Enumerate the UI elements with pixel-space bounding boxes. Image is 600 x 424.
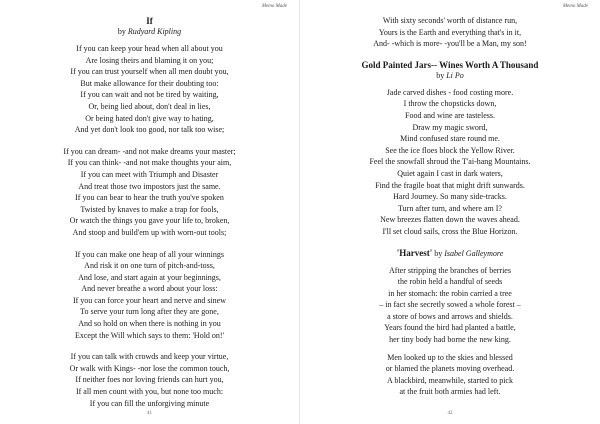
poem-line: Turn after turn, and where am I?	[398, 203, 502, 213]
page-number-right: 42	[447, 411, 453, 416]
stanza-if-continuation	[300, 15, 600, 50]
page-number-left: 41	[147, 411, 152, 416]
byline-by: by	[117, 27, 126, 36]
poem-line: in her stomach: the robin carried a tree	[388, 288, 512, 298]
poem-line: the robin held a handful of seeds	[397, 277, 503, 287]
byline-by: by	[434, 248, 443, 258]
poem-line: Hard Journey. So many side-tracks.	[393, 192, 507, 202]
poem-line: or blamed the planets moving overhead.	[385, 364, 515, 374]
poem-byline-gold-painted-jars	[300, 71, 600, 81]
poem-line: – in fact she secretly sowed a whole forest –	[379, 300, 521, 310]
poem-line: To serve your turn long after they are gone,	[80, 307, 219, 317]
poem-line: Feel the snowfall shroud the T'ai-hang Mountains.	[369, 157, 531, 167]
poem-line: If you can think- -and not make thoughts your aim,	[67, 158, 232, 168]
poem-line: I'll set cloud sails, cross the Blue Horizon.	[382, 226, 518, 236]
poem-line: Except the Will which says to them: 'Hold on!'	[74, 330, 225, 340]
poem-line: And stoop and build'em up with worn-out tools;	[72, 227, 227, 237]
poem-line: Years found the bird had planted a battle,	[384, 323, 516, 333]
poem-title-if: If	[146, 16, 153, 26]
poem-title-harvest: 'Harvest'	[396, 247, 433, 258]
poem-line: If you can dream- -and not make dreams your master;	[63, 146, 236, 156]
poem-line: And treat those two impostors just the same.	[78, 181, 221, 191]
poem-line: If you can talk with crowds and keep your virtue,	[70, 352, 229, 362]
poem-line: If you can meet with Triumph and Disaster	[80, 169, 219, 179]
poem-line: A blackbird, meanwhile, started to pick	[387, 375, 513, 385]
poem-line: If you can trust yourself when all men doubt you,	[70, 67, 229, 77]
poem-line: But make allowance for their doubting too:	[80, 78, 219, 88]
poem-line: If neither foes nor loving friends can hurt you,	[75, 375, 224, 385]
poem-line: Twisted by knaves to make a trap for fools,	[80, 204, 219, 214]
poem-line: Mind confused stare round me.	[400, 134, 500, 144]
poem-line: Or being hated don't give way to hating,	[85, 113, 214, 123]
left-page-content	[0, 16, 299, 409]
running-head-left: Memo Made	[261, 4, 287, 9]
poem-line: If you can wait and not be tired by waiting,	[80, 90, 219, 100]
poem-byline-if	[0, 27, 299, 37]
poem-line: And risk it on one turn of pitch-and-toss,	[84, 261, 215, 271]
poem-line: With sixty seconds' worth of distance run,	[382, 16, 518, 25]
poem-line: If all men count with you, but none too much:	[75, 387, 224, 397]
poem-line: If you can force your heart and nerve and sinew	[72, 295, 227, 305]
stanza-if-4	[0, 351, 299, 409]
poem-line: Or watch the things you gave your life to, broken,	[69, 216, 230, 226]
poem-line: her tiny body had borne the new king.	[389, 335, 511, 345]
byline-by: by	[436, 70, 445, 80]
poem-line: Draw my magic sword,	[412, 122, 488, 132]
poem-line: Yours is the Earth and everything that's in it,	[378, 27, 522, 37]
stanza-harvest-2	[300, 352, 600, 398]
poem-line: And yet don't look too good, nor talk too wise;	[74, 125, 225, 135]
right-page	[300, 0, 600, 424]
poem-author-galleymore: Isabel Galleymore	[444, 248, 504, 258]
poem-line: Men looked up to the skies and blessed	[387, 352, 513, 362]
poem-line: If you can bear to hear the truth you've spoken	[75, 193, 224, 203]
stanza-if-1	[0, 43, 299, 136]
poem-line: at the fruit both armies had left.	[399, 387, 501, 397]
poem-heading-harvest	[300, 248, 600, 259]
poem-author-if: Rudyard Kipling	[127, 27, 182, 36]
poem-line: And- -which is more- -you'll be a Man, my son!	[373, 39, 527, 49]
poem-line: a store of bows and arrows and shields.	[387, 311, 513, 321]
poem-line: See the ice floes block the Yellow River.	[385, 145, 515, 155]
poem-line: Food and wine are tasteless.	[405, 110, 495, 120]
poem-line: If you can fill the unforgiving minute	[89, 398, 210, 408]
stanza-li-po	[300, 87, 600, 238]
poem-title-gold-painted-jars: Gold Painted Jars-- Wines Worth A Thousand	[361, 59, 539, 70]
poem-line: Or walk with Kings- -nor lose the common touch,	[69, 363, 230, 373]
stanza-if-2	[0, 146, 299, 239]
poem-author-li-po: Li Po	[446, 70, 464, 80]
stanza-if-3	[0, 249, 299, 342]
poem-line: Find the fragile boat that might drift sunwards.	[375, 180, 525, 190]
poem-line: New breezes flatten down the waves ahead.	[380, 215, 520, 225]
poem-line: Jade carved dishes - food costing more.	[386, 87, 514, 97]
right-page-content	[300, 15, 600, 398]
stanza-harvest-1	[300, 265, 600, 346]
poem-line: Are losing theirs and blaming it on you;	[85, 55, 214, 65]
poem-line: If you can make one heap of all your winnings	[74, 249, 225, 259]
poem-line: Quiet again I cast in dark waters,	[397, 168, 503, 178]
poem-line: If you can keep your head when all about you	[76, 44, 223, 53]
poem-line: And so hold on when there is nothing in you	[78, 319, 221, 329]
poem-line: Or, being lied about, don't deal in lies,	[88, 101, 211, 111]
running-head-right: Memo Made	[562, 4, 588, 9]
poem-line: After stripping the branches of berries	[389, 265, 511, 275]
poem-line: I throw the chopsticks down,	[403, 99, 497, 109]
poem-line: And never breathe a word about your loss:	[81, 284, 218, 294]
poem-line: And lose, and start again at your beginnings,	[78, 272, 221, 282]
